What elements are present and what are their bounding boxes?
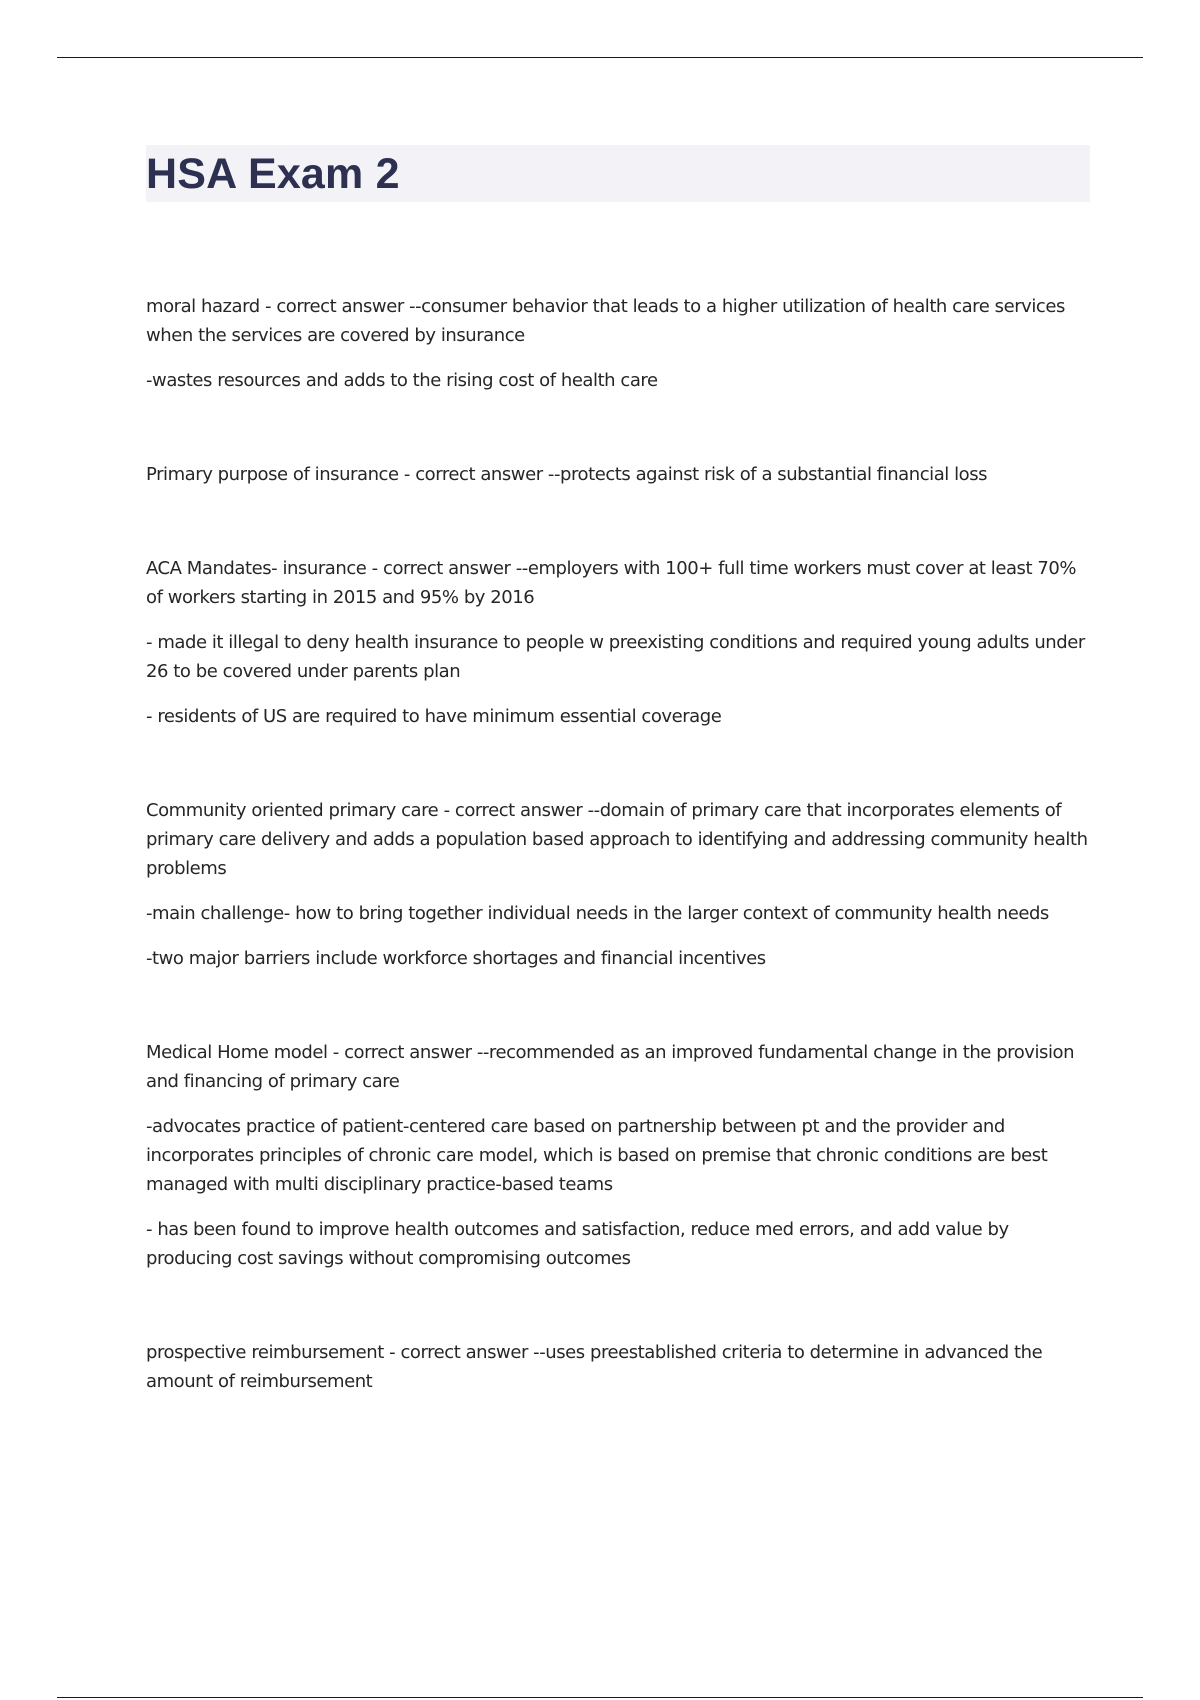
document-body — [146, 292, 1090, 1461]
entry-paragraph: - residents of US are required to have minimum essential coverage — [146, 706, 722, 727]
entry-paragraph: moral hazard - correct answer --consumer behavior that leads to a higher utilization of health care services when the services are covered by insurance — [146, 296, 1065, 346]
entry-paragraph: Community oriented primary care - correct answer --domain of primary care that incorporates elements of primary care delivery and adds a population based approach to identifying and addressing community health problems — [146, 800, 1088, 879]
qa-entry — [146, 1038, 1090, 1273]
entry-paragraph: Primary purpose of insurance - correct answer --protects against risk of a substantial financial loss — [146, 464, 988, 485]
entry-paragraph: -two major barriers include workforce shortages and financial incentives — [146, 948, 766, 969]
entry-paragraph: ACA Mandates- insurance - correct answer --employers with 100+ full time workers must cover at least 70% of workers starting in 2015 and 95% by 2016 — [146, 558, 1076, 608]
bottom-rule — [57, 1697, 1143, 1698]
qa-entry — [146, 460, 1090, 489]
qa-entry — [146, 796, 1090, 973]
qa-entry — [146, 292, 1090, 395]
entry-paragraph: Medical Home model - correct answer --recommended as an improved fundamental change in the provision and financing of primary care — [146, 1042, 1075, 1092]
entry-paragraph: -advocates practice of patient-centered care based on partnership between pt and the provider and incorporates principles of chronic care model, which is based on premise that chronic conditions are best managed with multi disciplinary practice-based teams — [146, 1116, 1048, 1195]
document-title: HSA Exam 2 — [146, 150, 400, 198]
qa-entry — [146, 554, 1090, 731]
entry-paragraph: -main challenge- how to bring together individual needs in the larger context of community health needs — [146, 903, 1049, 924]
entry-paragraph: prospective reimbursement - correct answer --uses preestablished criteria to determine in advanced the amount of reimbursement — [146, 1342, 1043, 1392]
entry-paragraph: - has been found to improve health outcomes and satisfaction, reduce med errors, and add value by producing cost savings without compromising outcomes — [146, 1219, 1009, 1269]
qa-entry — [146, 1338, 1090, 1396]
top-rule — [57, 57, 1143, 58]
entry-paragraph: -wastes resources and adds to the rising cost of health care — [146, 370, 658, 391]
entry-paragraph: - made it illegal to deny health insurance to people w preexisting conditions and required young adults under 26 to be covered under parents plan — [146, 632, 1085, 682]
